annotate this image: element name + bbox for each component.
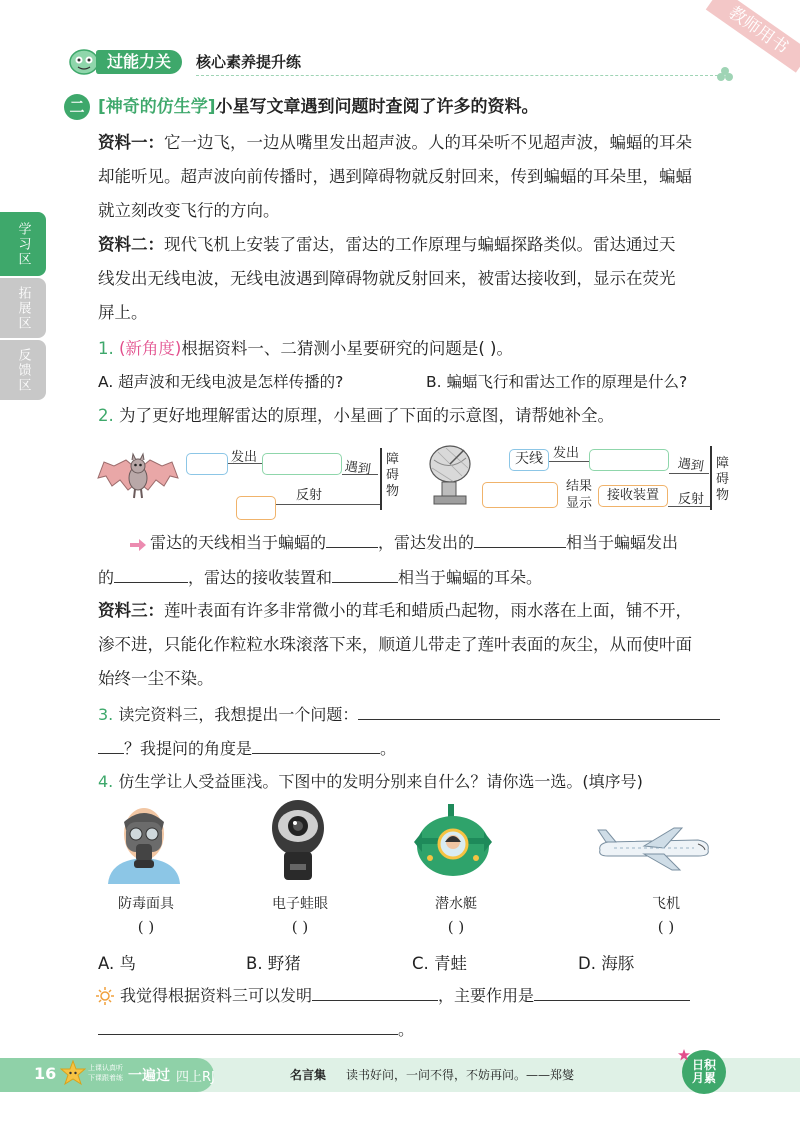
blank-invention[interactable] bbox=[312, 985, 438, 1001]
question-intro: 小星写文章遇到问题时查阅了许多的资料。 bbox=[215, 97, 539, 117]
radar-receiver-box: 接收装置 bbox=[598, 485, 668, 507]
blank-function[interactable] bbox=[534, 985, 690, 1001]
teacher-edition-stamp: 教师用书 bbox=[692, 0, 800, 92]
radar-obstacle-wall bbox=[710, 446, 712, 510]
bat-obstacle-wall bbox=[380, 448, 382, 510]
blank-question[interactable] bbox=[358, 704, 720, 720]
header-rule bbox=[196, 75, 718, 76]
bat-emit-label: 发出 bbox=[231, 450, 258, 465]
q2-stem: 2. 为了更好地理解雷达的原理，小星画了下面的示意图，请帮她补全。 bbox=[98, 406, 614, 425]
q4-option-b: B. 野猪 bbox=[246, 954, 301, 973]
electronic-frog-eye-illustration bbox=[268, 798, 328, 884]
blank-function-cont[interactable] bbox=[98, 1019, 398, 1035]
radar-obstacle-label: 障碍物 bbox=[716, 456, 730, 503]
blank-antenna[interactable] bbox=[326, 532, 378, 548]
blank-angle[interactable] bbox=[252, 738, 380, 754]
bat-reflect-arrow bbox=[276, 504, 380, 505]
radar-illustration bbox=[424, 442, 480, 508]
radar-reflect-arrow bbox=[668, 506, 710, 507]
bat-blank-box-2[interactable] bbox=[262, 453, 342, 475]
material1-line1: 资料一：它一边飞，一边从嘴里发出超声波。人的耳朵听不见超声波，蝙蝠的耳朵 bbox=[98, 133, 692, 152]
material3-line1: 资料三：莲叶表面有许多非常微小的茸毛和蜡质凸起物，雨水落在上面，铺不开， bbox=[98, 601, 692, 620]
bat-meet-label: 遇到 bbox=[343, 459, 372, 478]
question-heading bbox=[98, 96, 539, 118]
radar-emit-label: 发出 bbox=[553, 446, 580, 461]
q1-option-b[interactable]: B. 蝙蝠飞行和雷达工作的原理是什么? bbox=[426, 373, 688, 391]
quote-text: 读书好问，一问不得，不妨再问。——郑燮 bbox=[346, 1068, 575, 1082]
extra-line1: 我觉得根据资料三可以发明 ，主要作用是 bbox=[120, 985, 690, 1007]
q3-line1: 3. 读完资料三，我想提出一个问题： bbox=[98, 704, 720, 726]
pink-arrow-icon bbox=[130, 536, 146, 548]
bat-emit-arrow bbox=[228, 463, 262, 464]
q4-option-d: D. 海豚 bbox=[578, 954, 635, 973]
q4-stem: 4. 仿生学让人受益匪浅。下图中的发明分别来自什么？请你选一选。(填序号) bbox=[98, 772, 643, 791]
quote-label: 名言集 bbox=[290, 1068, 327, 1082]
bat-meet-arrow bbox=[342, 474, 378, 475]
brand-name: 一遍过 bbox=[128, 1068, 170, 1084]
radar-result-label: 结果显示 bbox=[566, 479, 593, 511]
question-number-badge: 二 bbox=[64, 94, 90, 120]
blank-receiver[interactable] bbox=[332, 567, 398, 583]
item-frog-eye-label: 电子蛙眼 bbox=[272, 896, 328, 912]
blank-radar-emit[interactable] bbox=[474, 532, 566, 548]
bat-reflect-label: 反射 bbox=[296, 488, 323, 503]
q2-fill-line2: 的 ，雷达的接收装置和 相当于蝙蝠的耳朵。 bbox=[98, 568, 543, 587]
radar-reflect-label: 反射 bbox=[678, 492, 705, 507]
clover-icon bbox=[716, 66, 734, 84]
material2-line3: 屏上。 bbox=[98, 303, 148, 322]
daily-badge-text: 日积月累 bbox=[691, 1058, 716, 1085]
radar-meet-arrow bbox=[669, 473, 709, 474]
q3-line2: ？我提问的角度是 。 bbox=[98, 738, 396, 760]
q4-option-c: C. 青蛙 bbox=[412, 954, 468, 973]
material2-line1: 资料二：现代飞机上安装了雷达，雷达的工作原理与蝙蝠探路类似。雷达通过天 bbox=[98, 235, 676, 254]
bat-illustration bbox=[96, 452, 180, 504]
blank-bat-emit[interactable] bbox=[114, 567, 188, 583]
item-gas-mask-label: 防毒面具 bbox=[118, 896, 174, 912]
material2-line2: 线发出无线电波，无线电波遇到障碍物就反射回来，被雷达接收到，显示在荧光 bbox=[98, 269, 676, 288]
answer-slot-airplane[interactable]: ( ) bbox=[657, 918, 675, 936]
answer-slot-gas-mask[interactable]: ( ) bbox=[137, 918, 155, 936]
answer-slot-submarine[interactable]: ( ) bbox=[447, 918, 465, 936]
section-subtitle: 核心素养提升练 bbox=[196, 53, 302, 71]
bat-obstacle-label: 障碍物 bbox=[386, 452, 400, 499]
section-header bbox=[66, 46, 736, 76]
gas-mask-illustration bbox=[104, 800, 184, 884]
radar-blank-box-2[interactable] bbox=[482, 482, 558, 508]
section-label: 过能力关 bbox=[96, 50, 182, 74]
material1-line2: 却能听见。超声波向前传播时，遇到障碍物就反射回来，传到蝙蝠的耳朵里，蝙蝠 bbox=[98, 167, 692, 186]
bat-blank-box-1[interactable] bbox=[186, 453, 228, 475]
q2-fill-line1: 雷达的天线相当于蝙蝠的 ，雷达发出的 相当于蝙蝠发出 bbox=[150, 533, 679, 552]
q4-option-a: A. 鸟 bbox=[98, 954, 136, 973]
grade-label: 四上RJ bbox=[176, 1070, 215, 1085]
answer-slot-frog-eye[interactable]: ( ) bbox=[291, 918, 309, 936]
radar-antenna-box: 天线 bbox=[509, 449, 549, 471]
question-tag: [神奇的仿生学] bbox=[98, 97, 216, 117]
bat-blank-box-3[interactable] bbox=[236, 496, 276, 520]
radar-meet-label: 遇到 bbox=[676, 456, 705, 475]
blank-question-cont[interactable] bbox=[98, 738, 124, 754]
item-submarine-label: 潜水艇 bbox=[435, 896, 477, 912]
tab-study-zone[interactable]: 学习区 bbox=[0, 212, 46, 276]
item-airplane-label: 飞机 bbox=[652, 896, 680, 912]
series-slogan-2: 下课跟着练 bbox=[88, 1074, 123, 1082]
series-slogan-1: 上课认真听 bbox=[88, 1064, 123, 1072]
tab-extension-zone[interactable]: 拓展区 bbox=[0, 278, 46, 338]
q1-stem: 1. (新角度)根据资料一、二猜测小星要研究的问题是( )。 bbox=[98, 339, 513, 358]
q1-option-a[interactable]: A. 超声波和无线电波是怎样传播的? bbox=[98, 373, 344, 391]
material3-line3: 始终一尘不染。 bbox=[98, 669, 214, 688]
extra-line2: 。 bbox=[98, 1019, 414, 1041]
star-mascot-icon bbox=[60, 1060, 86, 1086]
airplane-illustration bbox=[594, 826, 714, 872]
material1-line3: 就立刻改变飞行的方向。 bbox=[98, 201, 280, 220]
radar-blank-box-1[interactable] bbox=[589, 449, 669, 471]
page-number: 16 bbox=[34, 1064, 57, 1083]
radar-emit-arrow bbox=[549, 461, 589, 462]
badge-star-icon bbox=[678, 1046, 690, 1058]
material3-line2: 渗不进，只能化作粒粒水珠滚落下来，顺道儿带走了莲叶表面的灰尘，从而使叶面 bbox=[98, 635, 692, 654]
submarine-illustration bbox=[412, 802, 494, 882]
lightbulb-icon bbox=[96, 987, 114, 1005]
tab-feedback-zone[interactable]: 反馈区 bbox=[0, 340, 46, 400]
